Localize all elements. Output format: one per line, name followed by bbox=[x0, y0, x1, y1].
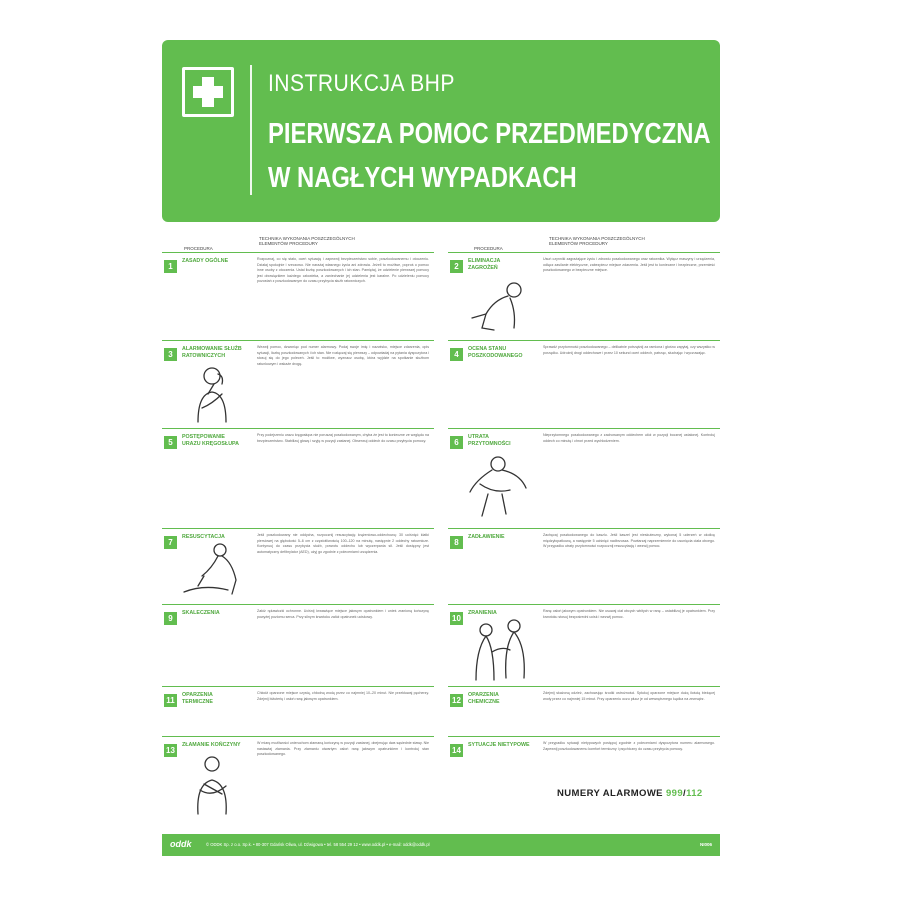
recovery-position-icon bbox=[462, 454, 534, 520]
item-title: POSTĘPOWANIE URAZU KRĘGOSŁUPA bbox=[182, 434, 239, 447]
item-number: 5 bbox=[164, 436, 177, 449]
item-body: W miarę możliwości unieruchom złamaną kończynę w pozycji zastanej, obejmując dwa sąsiednie stawy. Nie nastawiaj złamania. Przy złamaniu otwartym osłoń ranę jałowym opatrunkiem i kontroluj stan poszkodowanego. bbox=[257, 741, 429, 757]
person-calling-phone-icon bbox=[188, 364, 236, 426]
item-title: OPARZENIA CHEMICZNE bbox=[468, 692, 500, 705]
item-number: 2 bbox=[450, 260, 463, 273]
oddk-logo: oddk bbox=[170, 839, 192, 849]
person-with-arm-sling-icon bbox=[190, 754, 236, 816]
item-title: UTRATA PRZYTOMNOŚCI bbox=[468, 434, 511, 447]
item-title: ZASADY OGÓLNE bbox=[182, 258, 229, 264]
item-number: 14 bbox=[450, 744, 463, 757]
alarm-number-999: 999 bbox=[665, 788, 684, 799]
col-head-procedure-right: PROCEDURA bbox=[474, 246, 503, 251]
footer-product-code: NI006 bbox=[699, 842, 712, 847]
item-title: RESUSCYTACJA bbox=[182, 534, 225, 540]
item-body: Zdejmij skażoną odzież, zachowując środki ostrożności. Spłukuj oparzone miejsce dużą ilością bieżącej wody przez co najmniej 15 minut. Przy oparzeniu oczu płucz je od wewnętrznego kącika na zewnątrz. bbox=[543, 691, 715, 701]
rescuer-kneeling-icon bbox=[466, 278, 532, 334]
col-head-procedure-left: PROCEDURA bbox=[184, 246, 213, 251]
item-number: 4 bbox=[450, 348, 463, 361]
item-title: SKALECZENIA bbox=[182, 610, 220, 616]
item-title: ELIMINACJA ZAGROŻEŃ bbox=[468, 258, 501, 271]
item-number: 11 bbox=[164, 694, 177, 707]
poster-title-line1: PIERWSZA POMOC PRZEDMEDYCZNA bbox=[268, 118, 711, 150]
item-number: 8 bbox=[450, 536, 463, 549]
col-head-technique-left: TECHNIKA WYKONANIA POSZCZEGÓLNYCH ELEMENTÓW PROCEDURY bbox=[259, 236, 355, 246]
poster-subtitle: INSTRUKCJA BHP bbox=[268, 70, 455, 97]
first-aid-cross-icon bbox=[182, 67, 234, 117]
item-body: Ranę osłoń jałowym opatrunkiem. Nie usuwaj ciał obcych wbitych w ranę – ustabilizuj je opatrunkiem. Przy krwotoku stosuj bezpośredni ucisk i wezwij pomoc. bbox=[543, 609, 715, 619]
item-number: 13 bbox=[164, 744, 177, 757]
item-title: ZRANIENIA bbox=[468, 610, 497, 616]
item-body: Chłodź oparzone miejsce czystą, chłodną wodą przez co najmniej 10–20 minut. Nie przekłuwaj pęcherzy. Zdejmij biżuterię i osłoń ranę jałowym opatrunkiem. bbox=[257, 691, 429, 701]
item-number: 7 bbox=[164, 536, 177, 549]
item-number: 1 bbox=[164, 260, 177, 273]
item-body: Sprawdź przytomność poszkodowanego – delikatnie potrząśnij za ramiona i głośno zapytaj, czy wszystko w porządku. Udrożnij drogi oddechowe i przez 10 sekund oceń oddech, patrząc, słuchając i wyczuwając. bbox=[543, 345, 715, 355]
poster-title-line2: W NAGŁYCH WYPADKACH bbox=[268, 162, 577, 194]
footer-bar bbox=[162, 834, 720, 856]
item-number: 12 bbox=[450, 694, 463, 707]
alarm-number-112: 112 bbox=[686, 788, 703, 799]
item-body: Przy podejrzeniu urazu kręgosłupa nie poruszaj poszkodowanym, chyba że jest to konieczne ze względu na bezpieczeństwo. Stabilizuj głowę i szyję w pozycji zastanej. Obserwuj oddech do czasu przybycia pomocy. bbox=[257, 433, 429, 443]
item-number: 9 bbox=[164, 612, 177, 625]
item-number: 6 bbox=[450, 436, 463, 449]
footer-contact-text: © ODDK Sp. z o.o. Sp.k. • 80-307 Gdańsk Oliwa, ul. Dźwigowa • tel. 58 554 29 12 • www.oddk.pl • e-mail: oddk@oddk.pl bbox=[206, 842, 430, 847]
item-body: Rozpoznaj, co się stało, oceń sytuację i zapewnij bezpieczeństwo sobie, poszkodowanemu i otoczeniu. Działaj spokojnie i rzeczowo. Nie narażaj własnego życia ani zdrowia. Jeżeli to możliwe, poproś o pomoc inne osoby z otoczenia. Ustal liczbę poszkodowanych i ich stan. Pamiętaj, że udzielenie pierwszej pomocy jest obowiązkiem każdego człowieka, a zaniechanie jej udzielenia jest karalne. Po udzieleniu pomocy pozostań z poszkodowanym do czasu przybycia służb ratowniczych. bbox=[257, 257, 429, 284]
item-body: Jeśli poszkodowany nie oddycha, rozpocznij resuscytację krążeniowo-oddechową: 30 uciśnięć klatki piersiowej na głębokość 5–6 cm z częstotliwością 100–120 na minutę, następnie 2 oddechy ratownicze. Kontynuuj do czasu przybycia służb, powrotu oddechu lub wyczerpania sił. Jeśli dostępny jest automatyczny defibrylator (AED), użyj go zgodnie z poleceniami urządzenia. bbox=[257, 533, 429, 554]
item-body: Wezwij pomoc, dzwoniąc pod numer alarmowy. Podaj swoje imię i nazwisko, miejsce zdarzenia, opis sytuacji, liczbę poszkodowanych i ich stan. Nie rozłączaj się pierwszy – odpowiadaj na pytania dyspozytora i stosuj się do jego poleceń. Jeśli to możliwe, wyznacz osobę, która wyjdzie na spotkanie służbom ratunkowym i wskaże drogę. bbox=[257, 345, 429, 366]
item-title: SYTUACJE NIETYPOWE bbox=[468, 742, 530, 748]
item-title: ZŁAMANIE KOŃCZYNY bbox=[182, 742, 241, 748]
header-banner bbox=[162, 40, 720, 222]
item-body: W przypadku sytuacji nietypowych postępuj zgodnie z poleceniami dyspozytora numeru alarmowego. Zapewnij poszkodowanemu komfort termiczny i psychiczny do czasu przybycia pomocy. bbox=[543, 741, 715, 751]
item-body: Załóż rękawiczki ochronne. Uciśnij krwawiące miejsce jałowym opatrunkiem i unieś zranioną kończynę powyżej poziomu serca. Przy silnym krwotoku załóż opatrunek uciskowy. bbox=[257, 609, 429, 619]
item-body: Nieprzytomnego poszkodowanego z zachowanym oddechem ułóż w pozycji bocznej ustalonej. Kontroluj oddech co minutę i chroń przed wychłodzeniem. bbox=[543, 433, 715, 443]
alarm-numbers: NUMERY ALARMOWE 999/112 bbox=[557, 788, 703, 799]
alarm-label: NUMERY ALARMOWE bbox=[557, 788, 663, 799]
bandaging-wound-icon bbox=[470, 616, 532, 682]
col-head-technique-right: TECHNIKA WYKONANIA POSZCZEGÓLNYCH ELEMENTÓW PROCEDURY bbox=[549, 236, 645, 246]
item-title: ZADŁAWIENIE bbox=[468, 534, 505, 540]
item-title: OPARZENIA TERMICZNE bbox=[182, 692, 213, 705]
item-title: ALARMOWANIE SŁUŻB RATOWNICZYCH bbox=[182, 346, 242, 359]
banner-divider bbox=[250, 65, 252, 195]
item-title: OCENA STANU POSZKODOWANEGO bbox=[468, 346, 523, 359]
item-number: 3 bbox=[164, 348, 177, 361]
cpr-rescuer-icon bbox=[182, 540, 244, 600]
item-body: Usuń czynniki zagrażające życiu i zdrowiu poszkodowanego oraz ratownika. Wyłącz maszyny i urządzenia, odłącz zasilanie elektryczne, zabezpiecz miejsce zdarzenia. Jeśli jest to konieczne i bezpieczne, przemieść poszkodowanego w bezpieczne miejsce. bbox=[543, 257, 715, 273]
item-body: Zachęcaj poszkodowanego do kaszlu. Jeśli kaszel jest nieskuteczny, wykonaj 5 uderzeń w okolicę międzyłopatkową, a następnie 5 uciśnięć nadbrzusza. Powtarzaj naprzemiennie do usunięcia ciała obcego. W przypadku utraty przytomności rozpocznij resuscytację i wezwij pomoc. bbox=[543, 533, 715, 549]
item-number: 10 bbox=[450, 612, 463, 625]
safety-poster bbox=[162, 40, 720, 860]
